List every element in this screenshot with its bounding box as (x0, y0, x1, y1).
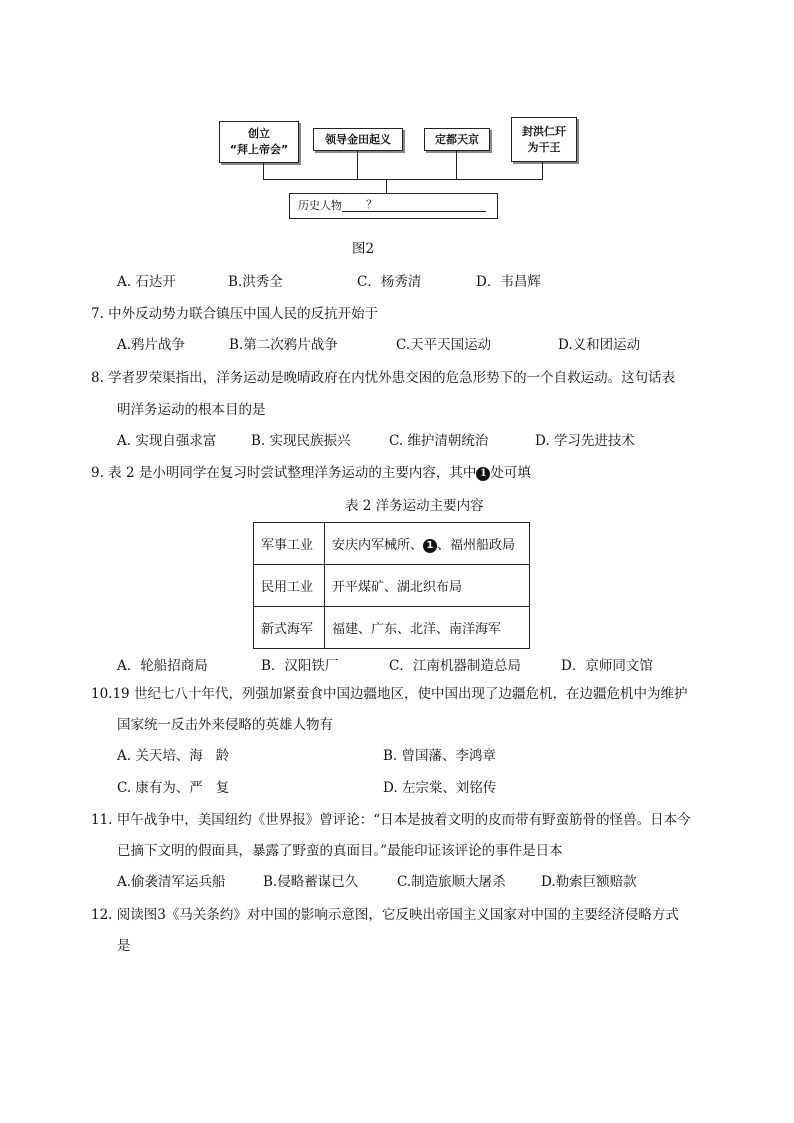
option-c: C.制造旅顺大屠杀 (397, 874, 506, 890)
diagram-box-tianjing: 定都天京 (424, 128, 490, 151)
connector-line (542, 162, 543, 180)
connector-line (456, 151, 457, 180)
option-d: D. 左宗棠、刘铭传 (383, 780, 497, 796)
connector-line (263, 163, 264, 180)
diagram-box-jintian: 领导金田起义 (313, 128, 403, 151)
historical-figure-label: 历史人物 (298, 199, 342, 212)
row-content: 安庆内军械所、 1 、福州船政局 (325, 523, 530, 565)
option-c: C.天平天国运动 (396, 337, 492, 353)
option-d: D．韦昌辉 (476, 274, 541, 290)
option-a: A. 实现自强求富 (117, 433, 217, 449)
option-b: B. 实现民族振兴 (251, 433, 351, 449)
table-row (254, 565, 530, 607)
option-c: C．江南机器制造总局 (389, 658, 521, 674)
option-a: A.鸦片战争 (117, 337, 186, 353)
question-stem-cont: 明洋务运动的根本目的是 (117, 402, 266, 418)
blank-marker: 1 (423, 539, 437, 553)
option-d: D. 学习先进技术 (535, 433, 635, 449)
question-stem: 12. 阅读图3《马关条约》对中国的影响示意图，它反映出帝国主义国家对中国的主要经济侵略方式 (91, 907, 679, 923)
option-a: A. 关天培、海 龄 (117, 748, 230, 764)
option-a: A．轮船招商局 (117, 658, 208, 674)
option-b: B.第二次鸦片战争 (229, 337, 338, 353)
table-row (254, 523, 530, 565)
option-b: B．汉阳铁厂 (261, 658, 339, 674)
question-stem: 7. 中外反动势力联合镇压中国人民的反抗开始于 (91, 306, 379, 322)
connector-line (357, 151, 358, 180)
option-b: B.侵略蓄谋已久 (263, 874, 359, 890)
option-d: D．京师同文馆 (561, 658, 653, 674)
option-d: D.义和团运动 (558, 337, 641, 353)
table-2 (253, 522, 530, 649)
row-head: 军事工业 (254, 523, 325, 565)
connector-line (386, 179, 387, 194)
question-stem: 10.19 世纪七八十年代，列强加紧蚕食中国边疆地区，使中国出现了边疆危机，在边疆危机中为维护 (91, 686, 688, 702)
row-content: 福建、广东、北洋、南洋海军 (325, 607, 530, 649)
table-row (254, 607, 530, 649)
table-title: 表 2 洋务运动主要内容 (345, 498, 484, 514)
option-a: A.偷袭清军运兵船 (117, 874, 226, 890)
option-b: B.洪秀全 (228, 274, 283, 290)
answer-underline (342, 211, 486, 212)
row-head: 民用工业 (254, 565, 325, 607)
question-mark: ？ (366, 198, 377, 211)
blank-marker: 1 (476, 467, 490, 481)
option-a: A. 石达开 (117, 274, 176, 290)
option-c: C．杨秀清 (357, 274, 422, 290)
diagram-box-baishangdihui: 创立 “拜上帝会” (219, 121, 299, 163)
option-c: C. 康有为、严 复 (117, 780, 230, 796)
option-b: B. 曾国藩、李鸿章 (383, 748, 497, 764)
historical-figure-box (289, 193, 498, 219)
question-stem: 8. 学者罗荣渠指出，洋务运动是晚晴政府在内忧外患交困的危急形势下的一个自救运动。这句话表 (91, 370, 676, 386)
question-stem-cont: 国家统一反击外来侵略的英雄人物有 (117, 717, 333, 733)
diagram-box-ganwang: 封洪仁玕 为干王 (511, 117, 577, 162)
option-c: C. 维护清朝统治 (389, 433, 489, 449)
figure-caption: 图2 (352, 241, 375, 257)
connector-line (263, 179, 543, 180)
row-content: 开平煤矿、湖北织布局 (325, 565, 530, 607)
option-d: D.勒索巨额赔款 (541, 874, 637, 890)
question-stem: 11. 甲午战争中，美国纽约《世界报》曾评论：“日本是披着文明的皮而带有野蛮筋骨的怪兽。日本今 (91, 812, 691, 828)
question-stem: 9. 表 2 是小明同学在复习时尝试整理洋务运动的主要内容，其中 1 处可填 (91, 465, 531, 481)
question-stem-cont: 是 (117, 938, 131, 954)
row-head: 新式海军 (254, 607, 325, 649)
question-stem-cont: 已摘下文明的假面具，暴露了野蛮的真面目。”最能印证该评论的事件是日本 (117, 843, 563, 859)
